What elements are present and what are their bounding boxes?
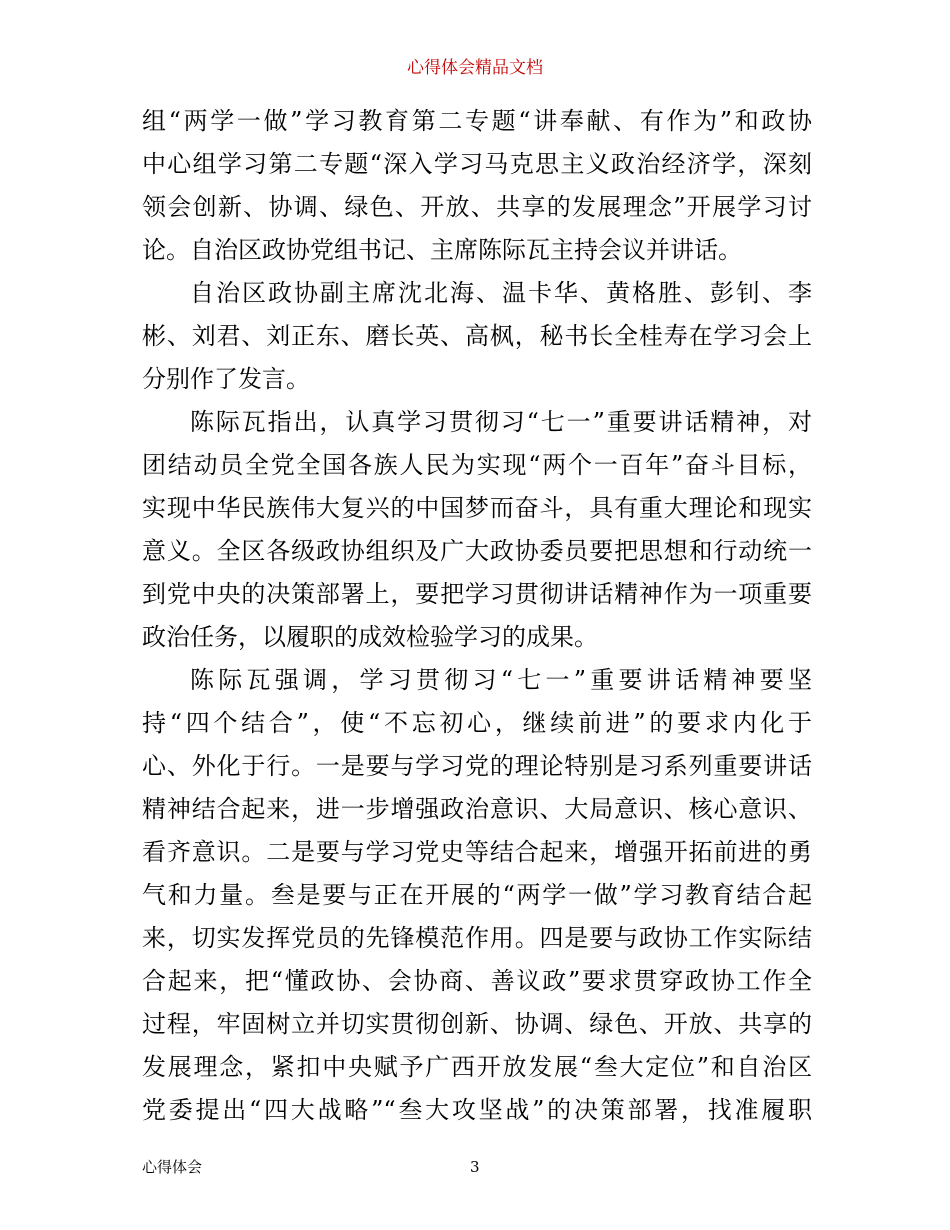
text-line: 政治任务，以履职的成效检验学习的成果。 (142, 623, 598, 651)
document-header-title: 心得体会精品文档 (407, 58, 543, 78)
text-line: 分别作了发言。 (142, 365, 310, 393)
text-line: 到党中央的决策部署上，要把学习贯彻讲话精神作为一项重要 (142, 580, 812, 608)
text-line: 来，切实发挥党员的先锋模范作用。四是要与政协工作实际结 (142, 924, 812, 952)
text-line: 领会创新、协调、绿色、开放、共享的发展理念”开展学习讨 (142, 193, 812, 221)
text-line: 心、外化于行。一是要与学习党的理论特别是习系列重要讲话 (142, 752, 812, 780)
text-line: 陈际瓦强调，学习贯彻习“七一”重要讲话精神要坚 (190, 666, 812, 694)
text-line: 气和力量。叁是要与正在开展的“两学一做”学习教育结合起 (142, 881, 812, 909)
text-line: 发展理念，紧扣中央赋予广西开放发展“叁大定位”和自治区 (142, 1053, 812, 1081)
footer-label: 心得体会 (142, 1158, 203, 1176)
text-line: 陈际瓦指出，认真学习贯彻习“七一”重要讲话精神，对 (190, 408, 812, 436)
text-line: 持“四个结合”，使“不忘初心，继续前进”的要求内化于 (142, 709, 812, 737)
text-line: 组“两学一做”学习教育第二专题“讲奉献、有作为”和政协 (142, 107, 812, 135)
text-line: 实现中华民族伟大复兴的中国梦而奋斗，具有重大理论和现实 (142, 494, 812, 522)
page-number: 3 (470, 1158, 480, 1176)
document-body (142, 100, 812, 1132)
text-line: 团结动员全党全国各族人民为实现“两个一百年”奋斗目标， (142, 451, 812, 479)
text-line: 精神结合起来，进一步增强政治意识、大局意识、核心意识、 (142, 795, 812, 823)
text-line: 彬、刘君、刘正东、磨长英、高枫，秘书长全桂寿在学习会上 (142, 322, 812, 350)
text-line: 党委提出“四大战略”“叁大攻坚战”的决策部署，找准履职 (142, 1096, 812, 1124)
text-line: 合起来，把“懂政协、会协商、善议政”要求贯穿政协工作全 (142, 967, 812, 995)
text-line: 中心组学习第二专题“深入学习马克思主义政治经济学，深刻 (142, 150, 812, 178)
text-line: 过程，牢固树立并切实贯彻创新、协调、绿色、开放、共享的 (142, 1010, 812, 1038)
text-line: 自治区政协副主席沈北海、温卡华、黄格胜、彭钊、李 (190, 279, 812, 307)
text-line: 论。自治区政协党组书记、主席陈际瓦主持会议并讲话。 (142, 236, 742, 264)
text-line: 看齐意识。二是要与学习党史等结合起来，增强开拓前进的勇 (142, 838, 812, 866)
text-line: 意义。全区各级政协组织及广大政协委员要把思想和行动统一 (142, 537, 812, 565)
